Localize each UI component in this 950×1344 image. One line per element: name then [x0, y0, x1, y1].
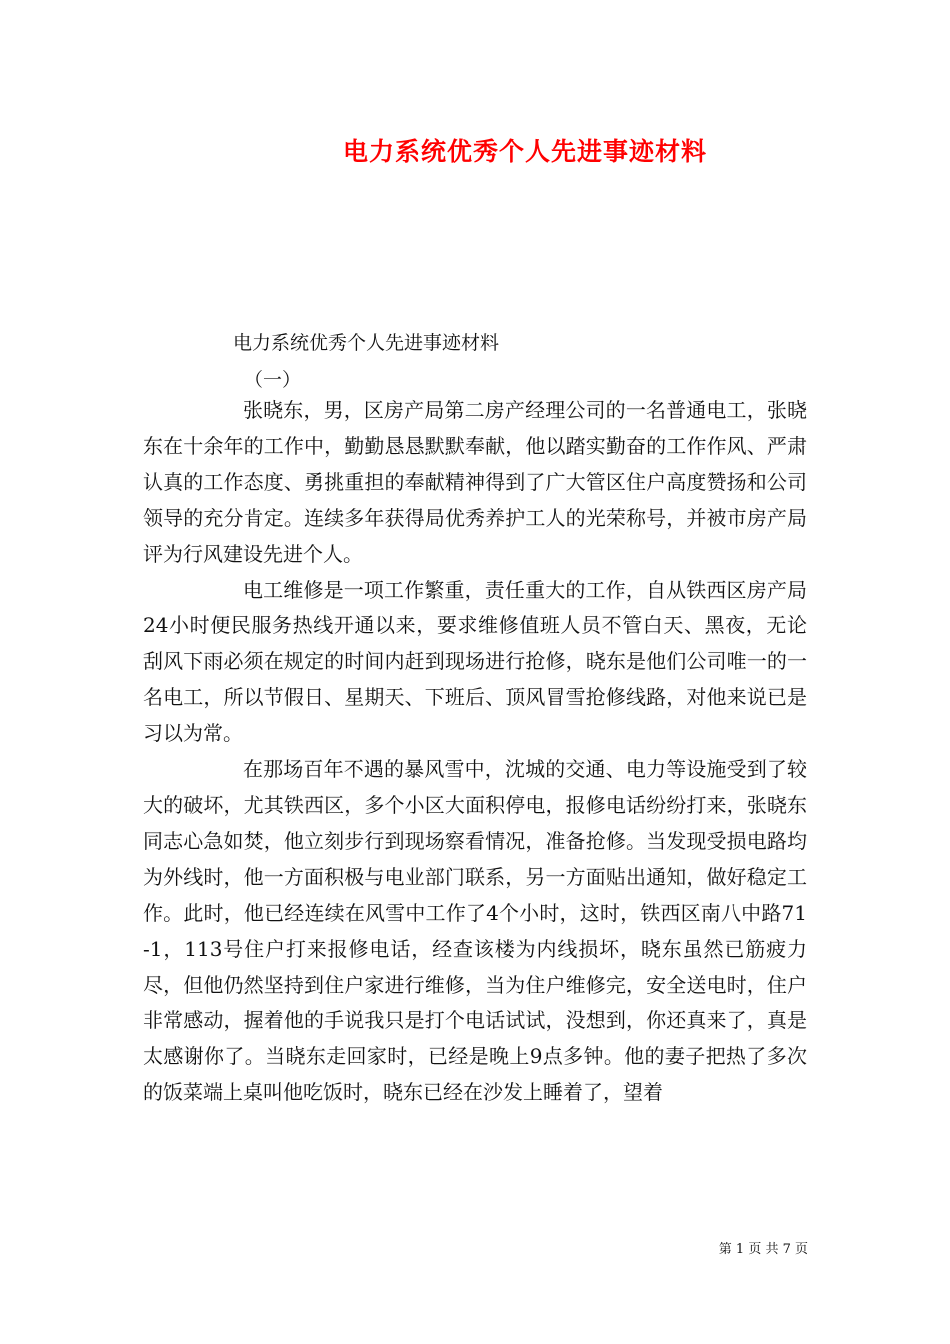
paragraph-3: 在那场百年不遇的暴风雪中，沈城的交通、电力等设施受到了较大的破坏，尤其铁西区，多个小区大面积停电，报修电话纷纷打来，张晓东同志心急如焚，他立刻步行到现场察看情况，准备抢修。当发现受损电路均为外线时，他一方面积极与电业部门联系，另一方面贴出通知，做好稳定工作。此时，他已经连续在风雪中工作了4个小时，这时，铁西区南八中路71-1，113号住户打来报修电话，经查该楼为内线损坏，晓东虽然已筋疲力尽，但他仍然坚持到住户家进行维修，当为住户维修完，安全送电时，住户非常感动，握着他的手说我只是打个电话试试，没想到，你还真来了，真是太感谢你了。当晓东走回家时，已经是晚上9点多钟。他的妻子把热了多次的饭菜端上桌叫他吃饭时，晓东已经在沙发上睡着了，望着: [143, 757, 807, 1105]
paragraph-1: 张晓东，男，区房产局第二房产经理公司的一名普通电工，张晓东在十余年的工作中，勤勤恳恳默默奉献，他以踏实勤奋的工作作风、严肃认真的工作态度、勇挑重担的奉献精神得到了广大管区住户高度赞扬和公司领导的充分肯定。连续多年获得局优秀养护工人的光荣称号，并被市房产局评为行风建设先进个人。: [143, 398, 807, 566]
page-footer: 第 1 页 共 7 页: [718, 1242, 808, 1257]
document-title: 电力系统优秀个人先进事迹材料: [342, 137, 707, 166]
paragraph-2: 电工维修是一项工作繁重，责任重大的工作，自从铁西区房产局24小时便民服务热线开通以来，要求维修值班人员不管白天、黑夜，无论刮风下雨必须在规定的时间内赶到现场进行抢修，晓东是他们公司唯一的一名电工，所以节假日、星期天、下班后、顶风冒雪抢修线路，对他来说已是习以为常。: [143, 577, 807, 746]
document-body: [143, 393, 807, 1111]
document-subtitle: 电力系统优秀个人先进事迹材料: [233, 332, 500, 354]
section-label: （一）: [244, 369, 302, 391]
